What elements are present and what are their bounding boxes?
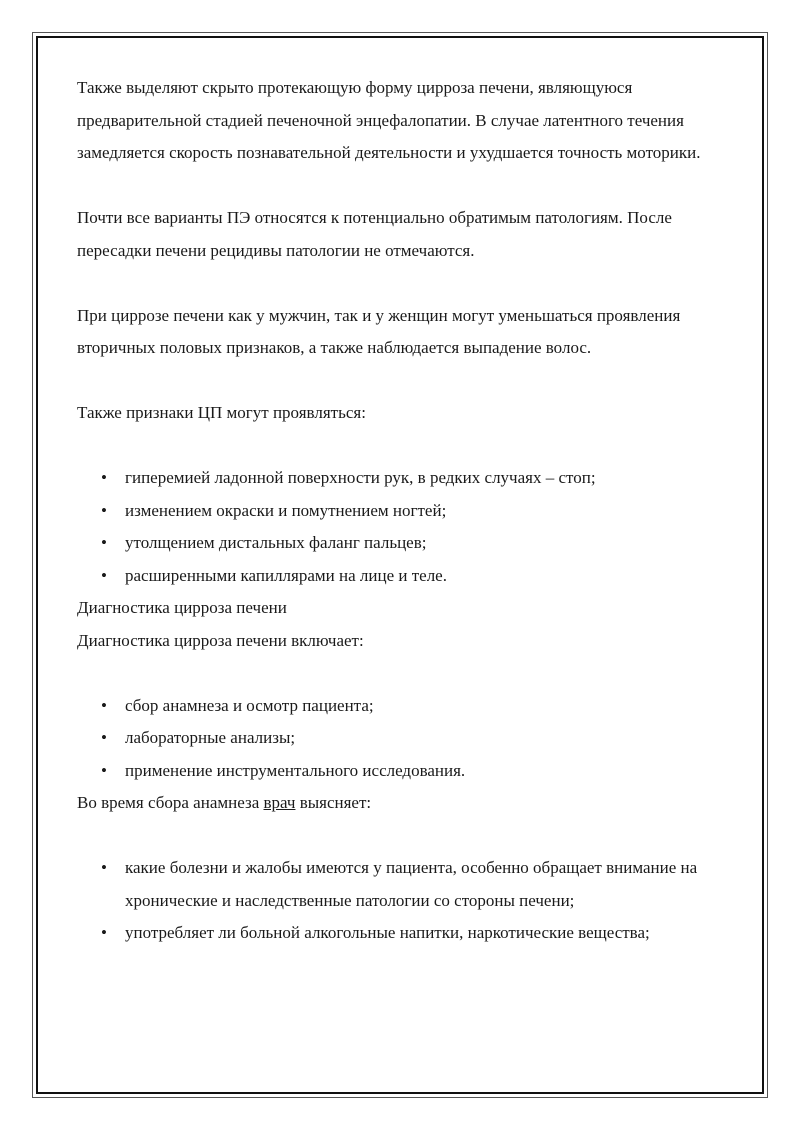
list-item: • гиперемией ладонной поверхности рук, в редких случаях – стоп;: [77, 462, 727, 495]
paragraph-secondary-signs: При циррозе печени как у мужчин, так и у женщин могут уменьшаться проявления вторичных половых признаков, а также наблюдается выпадение волос.: [77, 305, 681, 357]
list-item: • применение инструментального исследования.: [77, 755, 727, 788]
document-body: [77, 72, 727, 950]
anamnesis-list: [77, 852, 727, 950]
list-item: • какие болезни и жалобы имеются у пациента, особенно обращает внимание на хронические и наследственные патологии со стороны печени;: [77, 852, 727, 917]
paragraph-anamnesis-intro: Во время сбора анамнеза врач выясняет:: [77, 793, 372, 812]
bullet-icon: •: [101, 500, 107, 520]
list-item: • утолщением дистальных фаланг пальцев;: [77, 527, 727, 560]
bullet-icon: •: [101, 565, 107, 585]
bullet-icon: •: [101, 728, 107, 747]
doctor-link[interactable]: врач: [263, 793, 296, 812]
list-item: • сбор анамнеза и осмотр пациента;: [77, 690, 727, 723]
list-item: • лабораторные анализы;: [77, 722, 727, 755]
section-heading: Диагностика цирроза печени: [77, 598, 287, 617]
list-item: • расширенными капиллярами на лице и теле.: [77, 560, 727, 593]
list-item: • употребляет ли больной алкогольные напитки, наркотические вещества;: [77, 917, 727, 950]
paragraph-signs-intro: Также признаки ЦП могут проявляться:: [77, 403, 366, 422]
bullet-icon: •: [101, 695, 107, 715]
diagnostics-list: [77, 690, 727, 788]
paragraph-reversible: Почти все варианты ПЭ относятся к потенциально обратимым патологиям. После пересадки печени рецидивы патологии не отмечаются.: [77, 208, 672, 260]
list-item: • изменением окраски и помутнением ногтей;: [77, 495, 727, 528]
paragraph-latent-form: Также выделяют скрыто протекающую форму цирроза печени, являющуюся предварительной стадией печеночной энцефалопатии. В случае латентного течения замедляется скорость познавательной деятельности и ухудшается точность моторики.: [77, 78, 701, 162]
bullet-icon: •: [101, 533, 107, 552]
paragraph-diagnostics-intro: Диагностика цирроза печени включает:: [77, 630, 364, 650]
signs-list: [77, 462, 727, 592]
bullet-icon: •: [101, 760, 107, 780]
bullet-icon: •: [101, 923, 107, 942]
bullet-icon: •: [101, 468, 107, 487]
bullet-icon: •: [101, 858, 107, 877]
